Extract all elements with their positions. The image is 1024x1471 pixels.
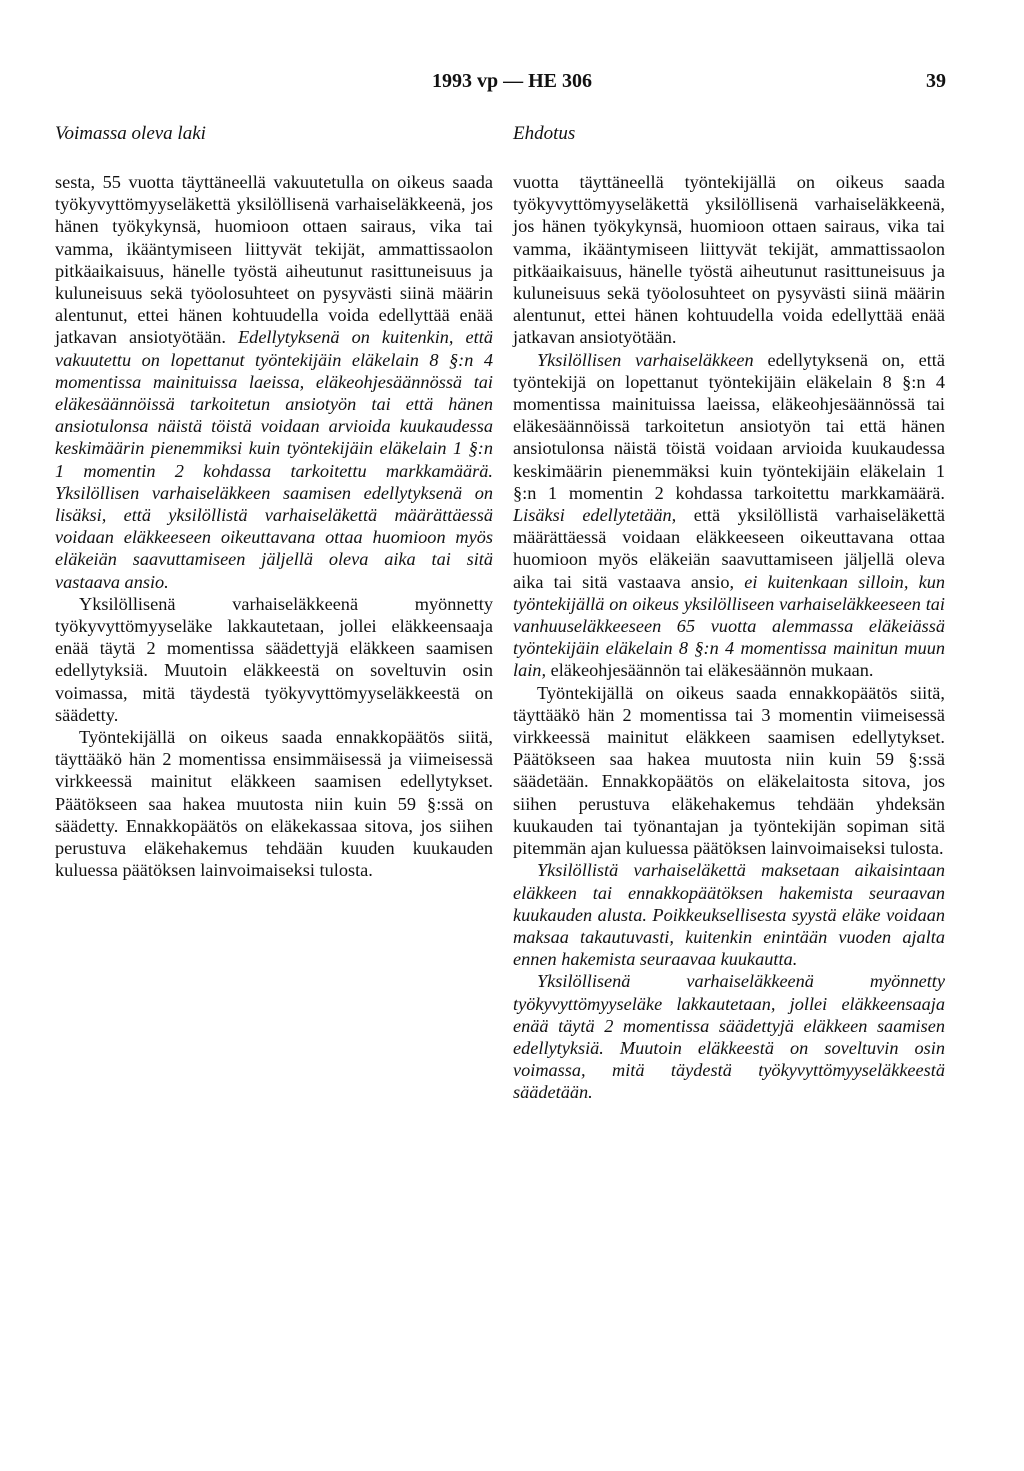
right-paragraph-1: vuotta täyttäneellä työntekijällä on oikeus saada työkyvyttömyyseläkettä yksilöllisenä varhaiseläkkeenä, jos hänen työkykynsä, huomioon ottaen sairaus, vika tai vamma, ikääntymiseen liittyvät tekijät, ammattissaolon pitkäaikaisuus, hänelle työstä aiheutunut rasittuneisuus ja kuluneisuus sekä työolosuhteet on pysyvästi siinä määrin alentunut, ettei hänen kohtuudella voida edellyttää enää jatkavan ansiotyötään. (513, 172, 945, 348)
left-paragraph-1-italic: Edellytyksenä on kuitenkin, että vakuutettu on lopettanut työntekijäin eläkelain 8 §:n 4 momentissa mainituissa laeissa, eläkeohjesäännössä tai eläkesäännöissä tarkoitetun ansiotyön tai että hänen ansiotulonsa näistä töistä voidaan arvioida kuukaudessa keskimäärin pienemmiksi kuin työntekijäin eläkelain 1 §:n 1 momentin 2 kohdassa tarkoitettu markkamäärä. Yksilöllisen varhaiseläkkeen saamisen edellytyksenä on lisäksi, että yksilöllistä varhaiseläkettä määrättäessä voidaan eläkkeeseen oikeuttavana ottaa huomioon myös eläkeiän saavuttamiseen jäljellä oleva aika tai sitä vastaava ansio. (55, 327, 493, 592)
right-column-heading: Ehdotus (513, 123, 576, 144)
left-column (55, 171, 493, 882)
left-column-heading: Voimassa oleva laki (55, 123, 206, 144)
right-paragraph-2 (513, 349, 945, 682)
left-paragraph-1 (55, 171, 493, 593)
right-paragraph-2-text-a: edellytyksenä on, että työntekijä on lopettanut työntekijäin eläkelain 8 §:n 4 momentissa mainituissa laeissa, eläkeohjesäännössä tai eläkesäännöissä tarkoitetun ansiotyön tai että hänen ansiotulonsa näistä töistä voidaan arvioida kuukaudessa keskimäärin pienemmäksi kuin työntekijäin eläkelain 1 §:n 1 momentin 2 kohdassa tarkoitettu markkamäärä. (513, 349, 945, 503)
left-paragraph-3: Työntekijällä on oikeus saada ennakkopäätös siitä, täyttääkö hän 2 momentissa ensimmäisessä ja viimeisessä virkkeessä mainitut eläkkeen saamisen edellytykset. Päätökseen saa hakea muutosta niin kuin 59 §:ssä on säädetty. Ennakkopäätös on eläkekassaa sitova, jos siihen perustuva eläkehakemus tehdään kuuden kuukauden kuluessa päätöksen lainvoimaiseksi tulosta. (55, 727, 493, 881)
right-paragraph-4: Yksilöllistä varhaiseläkettä maksetaan aikaisintaan eläkkeen tai ennakkopäätöksen hakemista seuraavan kuukauden alusta. Poikkeuksellisesta syystä eläke voidaan maksaa takautuvasti, kuitenkin enintään vuoden ajalta ennen hakemista seuraavaa kuukautta. (513, 860, 945, 970)
left-paragraph-2: Yksilöllisenä varhaiseläkkeenä myönnetty työkyvyttömyyseläke lakkautetaan, jollei eläkkeensaaja enää täytä 2 momentissa säädettyjä eläkkeen saamisen edellytyksiä. Muutoin eläkkeestä on soveltuvin osin voimassa, mitä täydestä työkyvyttömyyseläkkeestä on säädetty. (55, 593, 493, 725)
left-paragraph-1-text: sesta, 55 vuotta täyttäneellä vakuutetulla on oikeus saada työkyvyttömyyseläkettä yksilöllisenä varhaiseläkkeenä, jos hänen työkykynsä, huomioon ottaen sairaus, vika tai vamma, ikääntymiseen liittyvät tekijät, ammattissaolon pitkäaikaisuus, hänelle työstä aiheutunut rasittuneisuus ja kuluneisuus sekä työolosuhteet on pysyvästi siinä määrin alentunut, ettei hänen kohtuudella voida edellyttää enää jatkavan ansiotyötään. (55, 172, 493, 348)
document-reference: 1993 vp — HE 306 (431, 70, 593, 92)
right-paragraph-2-italic-lead: Yksilöllisen varhaiseläkkeen (537, 349, 754, 370)
right-paragraph-5: Yksilöllisenä varhaiseläkkeenä myönnetty työkyvyttömyyseläke lakkautetaan, jollei eläkkeensaaja enää täytä 2 momentissa säädettyjä eläkkeen saamisen edellytyksiä. Muutoin eläkkeestä on soveltuvin osin voimassa, mitä täydestä työkyvyttömyyseläkkeestä säädetään. (513, 971, 945, 1103)
right-paragraph-3: Työntekijällä on oikeus saada ennakkopäätös siitä, täyttääkö hän 2 momentissa tai 3 momentin viimeisessä virkkeessä mainitut eläkkeen saamisen edellytykset. Päätökseen saa hakea muutosta niin kuin 59 §:ssä säädetään. Ennakkopäätös on eläkelaitosta sitova, jos siihen perustuva eläkehakemus tehdään yhdeksän kuukauden tai työnantajan ja työntekijän sopiman sitä pitemmän ajan kuluessa päätöksen lainvoimaiseksi tulosta. (513, 682, 945, 859)
page-number: 39 (926, 70, 946, 92)
right-paragraph-2-text-b: että yksilöllistä varhaiseläkettä määrättäessä voidaan eläkkeeseen oikeuttavana ottaa huomioon myös eläkeiän saavuttamiseen jäljellä oleva aika tai sitä vastaava ansio, (513, 505, 945, 592)
right-column (513, 171, 945, 1104)
right-paragraph-2-italic-end: ei kuitenkaan silloin, kun työntekijällä on oikeus yksilölliseen varhaiseläkkeeseen tai vanhuuseläkkeeseen 65 vuotta alemmassa eläkeiässä työntekijäin eläkelain 8 §:n 4 momentissa mainitun muun lain, (513, 571, 945, 681)
right-paragraph-2-text-c: eläkeohjesäännön tai eläkesäännön mukaan. (546, 660, 874, 681)
right-paragraph-2-italic-mid: Lisäksi edellytetään, (513, 505, 677, 526)
